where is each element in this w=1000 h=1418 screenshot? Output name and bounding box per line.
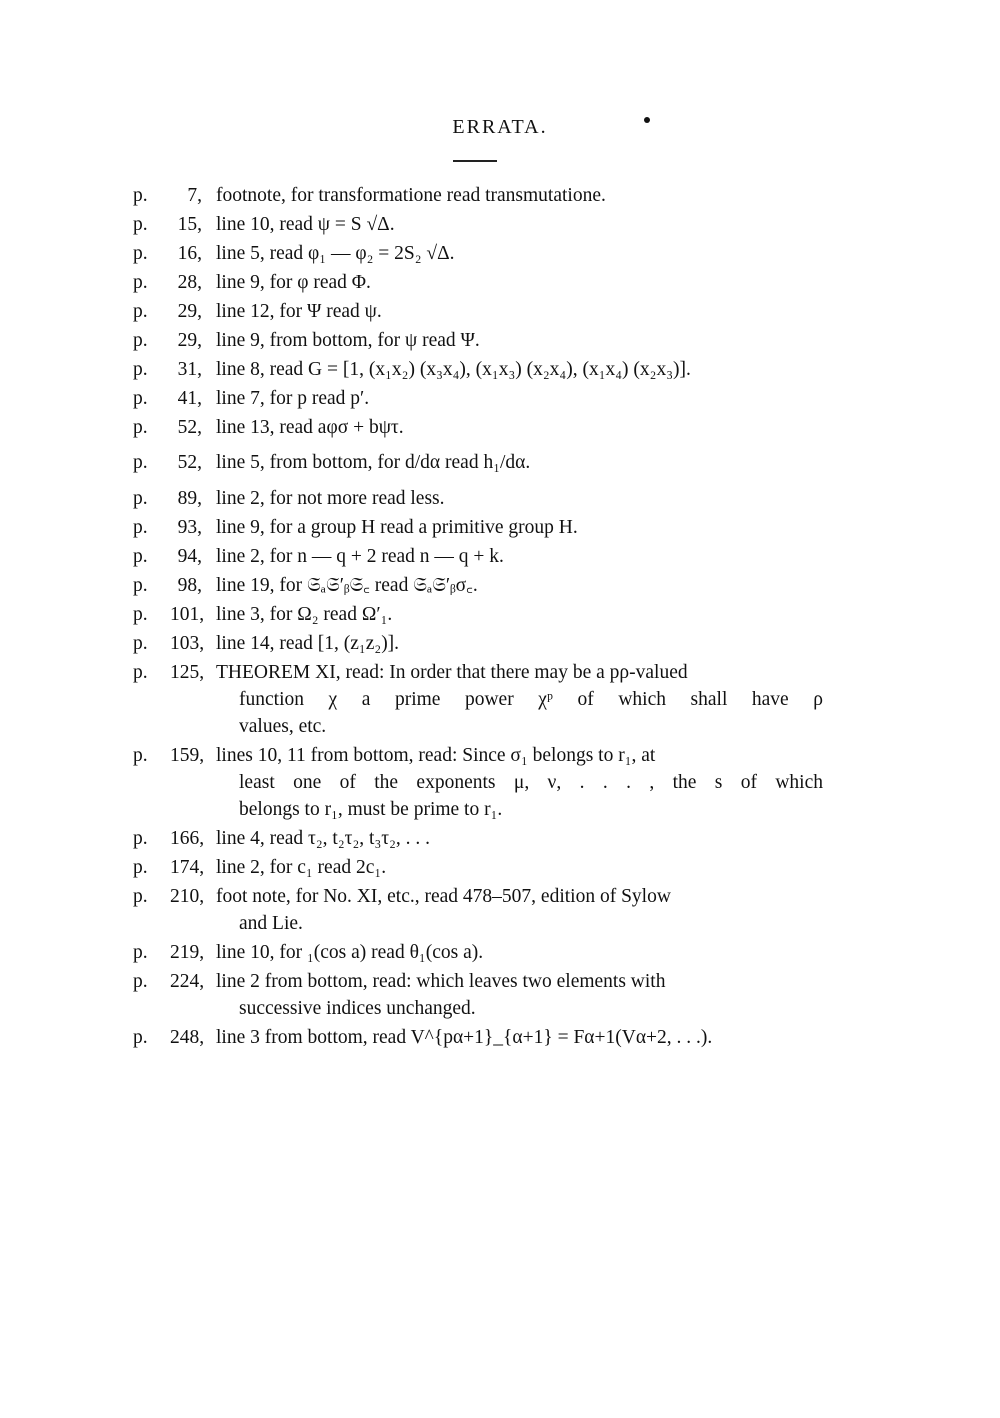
correction-continuation: function χ a prime power χᵖ of which shall have ρ: [239, 689, 823, 710]
correction-text: line 4, read τ₂, t₂τ₂, t₃τ₂, . . .: [216, 828, 431, 849]
entry-first-line: [133, 385, 823, 412]
page-abbrev: p.: [133, 546, 148, 567]
page-number: 31,: [177, 359, 202, 380]
page-reference: [133, 659, 210, 686]
errata-entry: [133, 601, 823, 630]
errata-entry: [133, 182, 823, 211]
errata-entry: [133, 572, 823, 601]
entry-first-line: [133, 659, 823, 686]
errata-entry: [133, 514, 823, 543]
errata-entry: [133, 485, 823, 514]
entry-first-line: [133, 414, 823, 441]
correction-text: line 9, from bottom, for ψ read Ψ.: [216, 330, 480, 351]
entry-first-line: [133, 356, 823, 383]
errata-entry: [133, 742, 823, 825]
entry-first-line: [133, 211, 823, 238]
correction-text: THEOREM XI, read: In order that there may be a pρ-valued: [216, 662, 688, 683]
page-abbrev: p.: [133, 388, 148, 409]
entry-first-line: [133, 742, 823, 769]
page-reference: [133, 601, 210, 628]
entry-first-line: [133, 968, 823, 995]
errata-entry: [133, 968, 823, 1024]
entry-first-line: [133, 572, 823, 599]
page-number: 41,: [177, 388, 202, 409]
entry-first-line: [133, 269, 823, 296]
page-reference: [133, 543, 210, 570]
page-reference: [133, 630, 210, 657]
entry-first-line: [133, 854, 823, 881]
page-number: 101,: [170, 604, 205, 625]
page-abbrev: p.: [133, 604, 148, 625]
page-abbrev: p.: [133, 417, 148, 438]
errata-entry: [133, 443, 823, 485]
page-abbrev: p.: [133, 886, 148, 907]
errata-entry: [133, 854, 823, 883]
page-number: 15,: [177, 214, 202, 235]
errata-entry: [133, 1024, 823, 1053]
entry-first-line: [133, 601, 823, 628]
page-number: 159,: [170, 745, 205, 766]
page-reference: [133, 414, 210, 441]
page-number: 16,: [177, 243, 202, 264]
correction-continuation: and Lie.: [239, 913, 303, 934]
page-number: 98,: [177, 575, 202, 596]
page-abbrev: p.: [133, 330, 148, 351]
page-abbrev: p.: [133, 185, 148, 206]
page-number: 52,: [177, 417, 202, 438]
correction-continuation: least one of the exponents μ, ν, . . . , the s of which: [239, 772, 823, 793]
errata-entry: [133, 269, 823, 298]
page-abbrev: p.: [133, 517, 148, 538]
correction-text: line 10, read ψ = S √Δ.: [216, 214, 395, 235]
page-number: 219,: [170, 942, 205, 963]
errata-entry: [133, 211, 823, 240]
page-number: 103,: [170, 633, 205, 654]
page-number: 28,: [177, 272, 202, 293]
page-title: ERRATA.: [452, 116, 548, 138]
ink-dot: [644, 117, 650, 123]
errata-entry: [133, 240, 823, 269]
page-abbrev: p.: [133, 857, 148, 878]
page-abbrev: p.: [133, 942, 148, 963]
page-number: 174,: [170, 857, 205, 878]
entry-first-line: [133, 485, 823, 512]
page-abbrev: p.: [133, 301, 148, 322]
page-number: 89,: [177, 488, 202, 509]
correction-text: line 12, for Ψ read ψ.: [216, 301, 382, 322]
page-reference: [133, 443, 210, 483]
correction-continuation: successive indices unchanged.: [239, 998, 476, 1019]
correction-text: lines 10, 11 from bottom, read: Since σ₁ belongs to r₁, at: [216, 745, 656, 766]
entry-first-line: [133, 514, 823, 541]
errata-list: [133, 182, 823, 1053]
page-reference: [133, 1024, 210, 1051]
errata-entry: [133, 385, 823, 414]
correction-text: line 3 from bottom, read V^{pα+1}_{α+1} = Fα+1(Vα+2, . . .).: [216, 1027, 713, 1048]
page-reference: [133, 298, 210, 325]
correction-text: line 8, read G = [1, (x₁x₂) (x₃x₄), (x₁x₃) (x₂x₄), (x₁x₄) (x₂x₃)].: [216, 359, 691, 380]
entry-first-line: [133, 825, 823, 852]
page-abbrev: p.: [133, 243, 148, 264]
entry-first-line: [133, 182, 823, 209]
page-abbrev: p.: [133, 971, 148, 992]
page-number: 248,: [170, 1027, 205, 1048]
correction-text: line 10, for ₁(cos a) read θ₁(cos a).: [216, 942, 484, 963]
page-abbrev: p.: [133, 1027, 148, 1048]
entry-first-line: [133, 543, 823, 570]
entry-first-line: [133, 240, 823, 267]
correction-continuation: values, etc.: [239, 716, 327, 737]
page-abbrev: p.: [133, 452, 148, 473]
page-reference: [133, 742, 210, 769]
page-reference: [133, 182, 210, 209]
errata-entry: [133, 298, 823, 327]
page-abbrev: p.: [133, 575, 148, 596]
errata-entry: [133, 939, 823, 968]
entry-first-line: [133, 939, 823, 966]
page-abbrev: p.: [133, 662, 148, 683]
errata-entry: [133, 883, 823, 939]
page-reference: [133, 883, 210, 910]
correction-text: line 9, for a group H read a primitive group H.: [216, 517, 578, 538]
page-number: 210,: [170, 886, 205, 907]
page-reference: [133, 211, 210, 238]
page-abbrev: p.: [133, 745, 148, 766]
correction-text: line 5, from bottom, for d/dα read h₁/dα.: [216, 452, 531, 473]
entry-first-line: [133, 630, 823, 657]
page-number: 52,: [177, 452, 202, 473]
page-reference: [133, 385, 210, 412]
page-reference: [133, 514, 210, 541]
errata-entry: [133, 659, 823, 742]
page-reference: [133, 825, 210, 852]
title-rule: [453, 160, 497, 162]
page-reference: [133, 939, 210, 966]
correction-text: footnote, for transformatione read transmutatione.: [216, 185, 606, 206]
page-number: 7,: [187, 185, 202, 206]
correction-text: line 2, for c₁ read 2c₁.: [216, 857, 387, 878]
page-reference: [133, 240, 210, 267]
page-number: 166,: [170, 828, 205, 849]
correction-text: foot note, for No. XI, etc., read 478–507, edition of Sylow: [216, 886, 671, 907]
correction-text: line 2, for n — q + 2 read n — q + k.: [216, 546, 504, 567]
page-number: 29,: [177, 330, 202, 351]
correction-text: line 7, for p read p′.: [216, 388, 370, 409]
page-abbrev: p.: [133, 359, 148, 380]
page-reference: [133, 572, 210, 599]
page-abbrev: p.: [133, 214, 148, 235]
correction-text: line 2 from bottom, read: which leaves two elements with: [216, 971, 666, 992]
page-abbrev: p.: [133, 633, 148, 654]
entry-first-line: [133, 883, 823, 910]
page-reference: [133, 968, 210, 995]
correction-text: line 9, for φ read Φ.: [216, 272, 371, 293]
correction-text: line 13, read aφσ + bψτ.: [216, 417, 404, 438]
errata-entry: [133, 630, 823, 659]
page-number: 94,: [177, 546, 202, 567]
page-reference: [133, 356, 210, 383]
errata-entry: [133, 414, 823, 443]
errata-entry: [133, 825, 823, 854]
errata-entry: [133, 543, 823, 572]
page-number: 125,: [170, 662, 205, 683]
page-reference: [133, 269, 210, 296]
correction-text: line 3, for Ω₂ read Ω′₁.: [216, 604, 393, 625]
correction-text: line 14, read [1, (z₁z₂)].: [216, 633, 400, 654]
page-reference: [133, 854, 210, 881]
page-number: 29,: [177, 301, 202, 322]
entry-first-line: [133, 327, 823, 354]
correction-text: line 5, read φ₁ — φ₂ = 2S₂ √Δ.: [216, 243, 455, 264]
page-number: 224,: [170, 971, 205, 992]
entry-first-line: [133, 443, 823, 483]
correction-text: line 2, for not more read less.: [216, 488, 445, 509]
page-reference: [133, 485, 210, 512]
page-abbrev: p.: [133, 488, 148, 509]
page-abbrev: p.: [133, 272, 148, 293]
page-reference: [133, 327, 210, 354]
entry-first-line: [133, 298, 823, 325]
entry-first-line: [133, 1024, 823, 1051]
page-abbrev: p.: [133, 828, 148, 849]
errata-entry: [133, 327, 823, 356]
correction-text: line 19, for 𝔖ₐ𝔖′ᵦ𝔖꜀ read 𝔖ₐ𝔖′ᵦσ꜀.: [216, 575, 478, 596]
errata-entry: [133, 356, 823, 385]
page-number: 93,: [177, 517, 202, 538]
correction-continuation: belongs to r₁, must be prime to r₁.: [239, 799, 503, 820]
